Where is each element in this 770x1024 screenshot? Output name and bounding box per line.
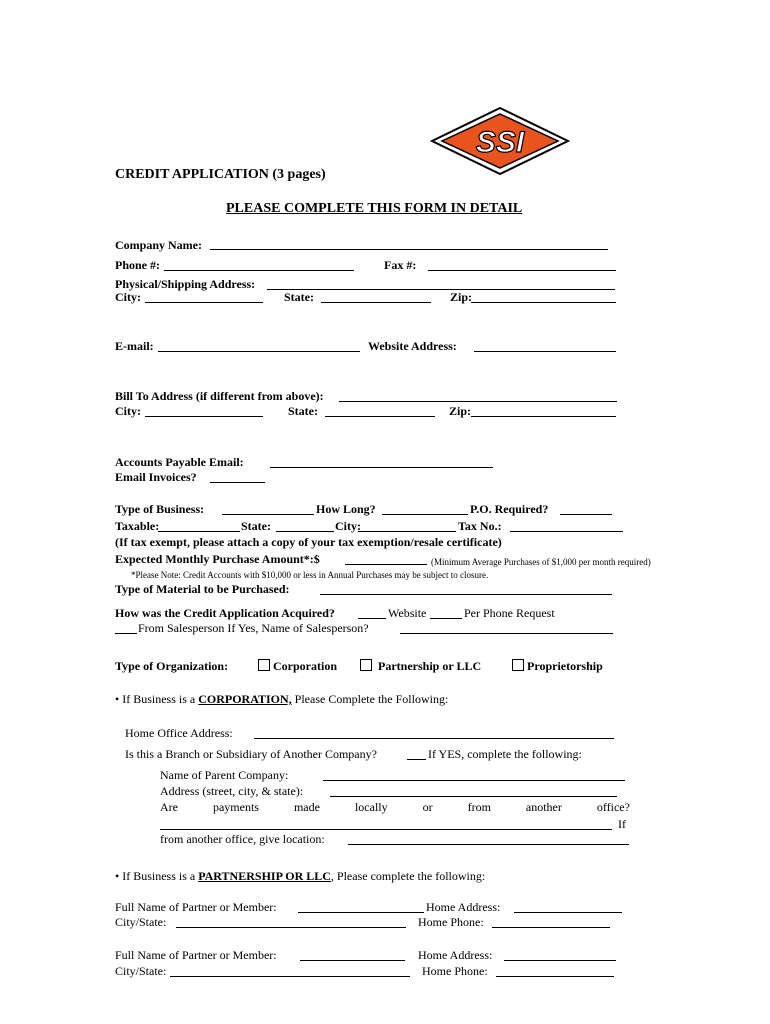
bill-zip-label: Zip: [449,404,472,418]
ssi-logo-diamond [430,106,570,176]
city-field[interactable] [145,302,263,303]
organization-label: Type of Organization: [115,659,229,673]
bill-city-label: City: [115,404,141,418]
shipping-address-label: Physical/Shipping Address: [115,277,256,291]
payments-answer-field[interactable] [160,829,612,830]
state-label: State: [284,290,314,304]
company-name-field[interactable] [210,249,608,250]
acquired-website-label: Website [388,606,427,620]
partner1-home-field[interactable] [514,912,622,913]
partner1-city-field[interactable] [176,927,406,928]
partner2-name-label: Full Name of Partner or Member: [115,948,277,962]
city-label: City: [115,290,141,304]
zip-label: Zip: [450,290,473,304]
home-office-label: Home Office Address: [125,726,233,740]
email-label: E-mail: [115,339,154,353]
tax-state-label: State: [241,519,271,533]
home-office-field[interactable] [254,738,614,739]
proprietorship-checkbox[interactable] [512,659,524,671]
tax-state-field[interactable] [276,531,334,532]
bill-to-field[interactable] [339,401,617,402]
email-field[interactable] [158,351,360,352]
taxable-label: Taxable: [115,519,160,533]
tax-exempt-note: (If tax exempt, please attach a copy of your tax exemption/resale certificate) [115,535,502,549]
acquired-salesperson-blank[interactable] [115,633,137,634]
partner1-name-label: Full Name of Partner or Member: [115,900,277,914]
fax-field[interactable] [428,270,616,271]
partner2-home-field[interactable] [504,960,616,961]
partnership-intro: • If Business is a PARTNERSHIP OR LLC, Please complete the following: [115,869,486,883]
tax-city-field[interactable] [358,531,456,532]
acquired-question: How was the Credit Application Acquired? [115,606,335,620]
partner1-home-label: Home Address: [426,900,501,914]
po-required-label: P.O. Required? [470,502,549,516]
material-label: Type of Material to be Purchased: [115,582,290,596]
expected-purchase-label: Expected Monthly Purchase Amount*:$ [115,552,320,566]
acquired-salesperson-label: From Salesperson If Yes, Name of Salesperson? [138,621,369,635]
partner1-phone-label: Home Phone: [418,915,484,929]
taxable-field[interactable] [158,531,240,532]
po-required-field[interactable] [560,514,612,515]
bill-state-label: State: [288,404,318,418]
page-title: CREDIT APPLICATION (3 pages) [115,167,326,182]
zip-field[interactable] [471,302,616,303]
partner2-name-field[interactable] [300,960,405,961]
branch-question: Is this a Branch or Subsidiary of Another Company? [125,747,377,761]
if-yes-label: If YES, complete the following: [428,747,582,761]
type-business-label: Type of Business: [115,502,205,516]
phone-label: Phone #: [115,258,160,272]
org-option-proprietorship[interactable]: Proprietorship [512,659,603,673]
acquired-website-blank[interactable] [358,618,386,619]
fax-label: Fax #: [384,258,417,272]
partnership-checkbox[interactable] [360,659,372,671]
expected-purchase-field[interactable] [345,564,427,565]
corporation-checkbox[interactable] [258,659,270,671]
partner2-phone-field[interactable] [496,976,614,977]
type-business-field[interactable] [222,514,314,515]
branch-answer-field[interactable] [407,759,426,760]
tax-city-label: City: [335,519,361,533]
bill-city-field[interactable] [145,416,263,417]
parent-company-label: Name of Parent Company: [160,768,289,782]
email-invoices-label: Email Invoices? [115,470,197,484]
material-field[interactable] [320,594,612,595]
phone-field[interactable] [164,270,354,271]
parent-address-field[interactable] [330,796,617,797]
partner1-phone-field[interactable] [492,927,610,928]
partner2-city-label: City/State: [115,964,167,978]
how-long-label: How Long? [316,502,376,516]
minimum-purchase-note: (Minimum Average Purchases of $1,000 per month required) [431,557,651,567]
ssi-logo-text: SSI [475,126,525,159]
website-field[interactable] [474,351,616,352]
parent-company-field[interactable] [323,780,625,781]
company-name-label: Company Name: [115,238,202,252]
org-option-corporation[interactable]: Corporation [258,659,337,673]
partner2-home-label: Home Address: [418,948,493,962]
if-word: If [618,817,626,831]
tax-no-field[interactable] [510,531,623,532]
acquired-phone-label: Per Phone Request [464,606,555,620]
ap-email-field[interactable] [270,467,493,468]
partner2-city-field[interactable] [170,976,410,977]
org-option-partnership[interactable]: Partnership or LLC [360,659,481,673]
parent-address-label: Address (street, city, & state): [160,784,304,798]
from-office-label: from another office, give location: [160,832,325,846]
state-field[interactable] [321,302,431,303]
closure-note: *Please Note: Credit Accounts with $10,000 or less in Annual Purchases may be subject to closure. [131,570,489,580]
corporation-intro: • If Business is a CORPORATION, Please Complete the Following: [115,692,449,706]
bill-state-field[interactable] [325,416,435,417]
ssi-logo [430,106,570,176]
payments-question: Are payments made locally or from another office? [160,800,630,814]
bill-to-label: Bill To Address (if different from above): [115,389,324,403]
shipping-address-field[interactable] [267,289,615,290]
partner1-city-label: City/State: [115,915,167,929]
partner2-phone-label: Home Phone: [422,964,488,978]
tax-no-label: Tax No.: [458,519,502,533]
bill-zip-field[interactable] [471,416,616,417]
acquired-phone-blank[interactable] [430,618,462,619]
ap-email-label: Accounts Payable Email: [115,455,244,469]
office-location-field[interactable] [348,844,629,845]
instruction-heading: PLEASE COMPLETE THIS FORM IN DETAIL [226,201,523,216]
website-label: Website Address: [368,339,457,353]
email-invoices-field[interactable] [210,482,265,483]
salesperson-name-field[interactable] [400,633,613,634]
partner1-name-field[interactable] [298,912,424,913]
how-long-field[interactable] [382,514,468,515]
